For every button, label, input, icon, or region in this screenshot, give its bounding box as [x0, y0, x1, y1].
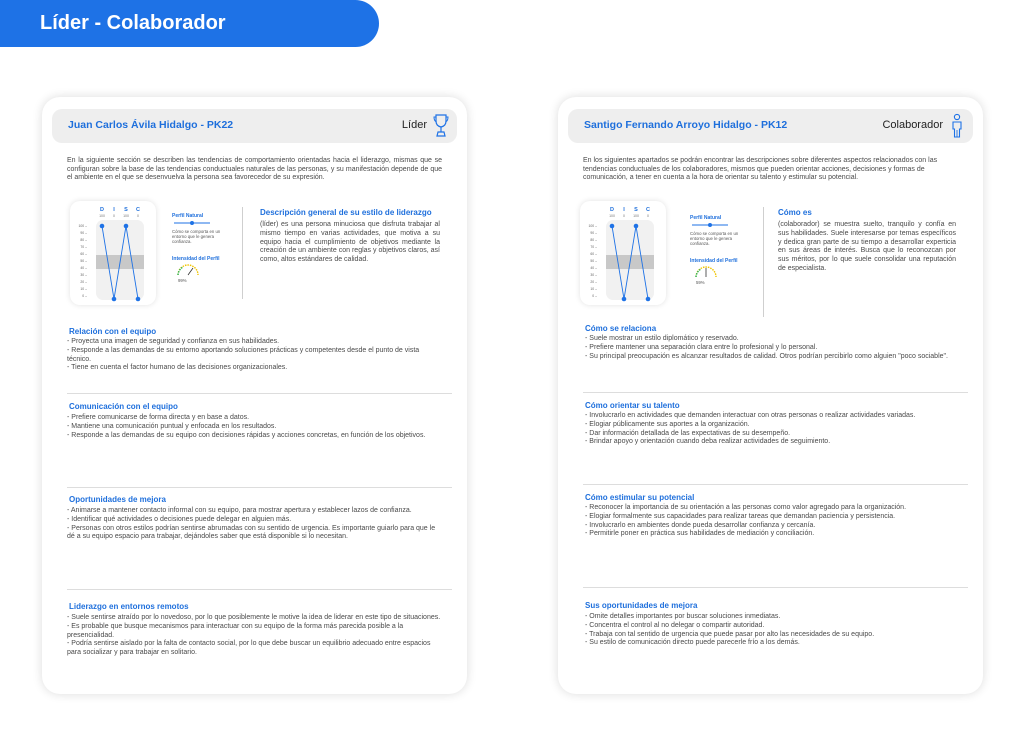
disc-value: 0 — [647, 214, 649, 218]
svg-text:100 –: 100 – — [588, 224, 597, 228]
leader-profile-legend — [172, 213, 232, 283]
list-item: - Responde a las demandas de su equipo con decisiones rápidas y acciones concretas, en función de los objetivos. — [67, 431, 426, 439]
divider — [763, 207, 764, 317]
list-item: - Brindar apoyo y orientación cuando deba realizar actividades de seguimiento. — [585, 438, 831, 446]
list-item: - Su estilo de comunicación directo puede parecerle frío a los demás. — [585, 639, 800, 647]
disc-value: 100 — [633, 214, 639, 218]
list-item: - Es probable que busque mecanismos para interactuar con su equipo de la forma más parecida posible a la presencialidad. — [67, 622, 404, 639]
svg-text:10 –: 10 – — [590, 287, 597, 291]
svg-text:90 –: 90 – — [80, 231, 87, 235]
svg-text:60 –: 60 – — [80, 252, 87, 256]
list-item: - Tiene en cuenta el factor humano de las decisiones organizacionales. — [67, 364, 288, 372]
disc-value: 100 — [123, 214, 129, 218]
collaborator-name: Santigo Fernando Arroyo Hidalgo - PK12 — [584, 119, 788, 131]
page-title: Líder - Colaborador — [40, 12, 226, 34]
svg-text:70 –: 70 – — [80, 245, 87, 249]
list-item: - Prefiere mantener una separación clara entre lo profesional y lo personal. — [585, 343, 818, 351]
svg-text:30 –: 30 – — [80, 273, 87, 277]
disc-point — [100, 224, 105, 229]
list-item: - Proyecta una imagen de seguridad y confianza en sus habilidades. — [67, 338, 280, 345]
leader-section-body — [67, 507, 442, 542]
list-item: - Elogiar públicamente sus aportes a la organización. — [585, 420, 750, 428]
list-item: - Suele mostrar un estilo diplomático y reservado. — [585, 335, 739, 342]
perfil-natural-line-icon — [690, 221, 730, 229]
gauge-icon — [692, 264, 722, 278]
collaborator-section-title: Sus oportunidades de mejora — [585, 601, 698, 610]
svg-text:80 –: 80 – — [80, 238, 87, 242]
leader-disc-panel — [70, 201, 156, 305]
collaborator-section-title: Cómo se relaciona — [585, 324, 657, 333]
perfil-natural-label: Perfil Natural — [690, 215, 722, 221]
collaborator-desc-title: Cómo es — [778, 208, 812, 217]
collaborator-disc-panel — [580, 201, 666, 305]
perfil-natural-line-icon — [172, 219, 212, 227]
list-item: - Suele sentirse atraído por lo novedoso, por lo que posiblemente le motive la idea de liderar en este tipo de situaciones. — [67, 614, 441, 621]
list-item: - Animarse a mantener contacto informal con su equipo, para mostrar apertura y establecer lazos de confianza. — [67, 507, 412, 514]
list-item: - Prefiere comunicarse de forma directa y en base a datos. — [67, 414, 250, 421]
list-item: - Podría sentirse aislado por la falta de contacto social, por lo que debe buscar un equilibrio adecuado entre espacios para socializar y para trabajar en solitario. — [67, 640, 431, 657]
leader-section-title: Relación con el equipo — [69, 327, 157, 336]
divider — [583, 392, 968, 393]
svg-text:60 –: 60 – — [590, 252, 597, 256]
intensidad-value: 99% — [178, 278, 187, 283]
collaborator-section-body — [585, 613, 965, 648]
list-item: - Involucrarlo en actividades que demanden interactuar con otras personas o realizar actividades variadas. — [585, 412, 916, 419]
collaborator-section-title: Cómo estimular su potencial — [585, 493, 695, 502]
collaborator-section-body — [585, 412, 965, 447]
collaborator-section-body — [585, 504, 965, 539]
list-item: - Reconocer la importancia de su orientación a las personas como valor agregado para la organización. — [585, 504, 907, 511]
list-item: - Identificar qué actividades o decisiones puede delegar en alguien más. — [67, 515, 292, 523]
disc-point — [124, 224, 129, 229]
leader-role-label: Líder — [401, 119, 427, 131]
disc-value: 0 — [113, 214, 115, 218]
svg-text:50 –: 50 – — [80, 259, 87, 263]
disc-value: 100 — [609, 214, 615, 218]
svg-text:40 –: 40 – — [590, 266, 597, 270]
leader-intro: En la siguiente sección se describen las tendencias de comportamiento orientadas hacia el liderazgo, mismas que se configuran sobre la base de las tendencias conductuales naturales de las personas, y su manifestación depende de que el ambiente en el que se desenvuelva la persona sea favorecedor de su expresión. — [67, 157, 442, 182]
svg-text:10 –: 10 – — [80, 287, 87, 291]
disc-point — [622, 297, 627, 302]
list-item: - Omite detalles importantes por buscar soluciones inmediatas. — [585, 613, 781, 620]
leader-desc-title: Descripción general de su estilo de liderazgo — [260, 208, 432, 217]
perfil-natural-label: Perfil Natural — [172, 213, 204, 219]
leader-card-header — [52, 109, 457, 143]
divider — [67, 487, 452, 488]
leader-section-body — [67, 414, 442, 440]
intensidad-label: Intensidad del Perfil — [690, 258, 738, 264]
svg-text:50 –: 50 – — [590, 259, 597, 263]
disc-point — [610, 224, 615, 229]
intensidad-value: 59% — [696, 280, 705, 285]
collaborator-profile-legend — [690, 215, 750, 285]
svg-text:80 –: 80 – — [590, 238, 597, 242]
collaborator-section-body — [585, 335, 965, 361]
collaborator-disc-chart — [580, 201, 666, 305]
collaborator-card-header — [568, 109, 973, 143]
leader-section-title: Oportunidades de mejora — [69, 495, 166, 504]
perfil-natural-desc: Cómo se comporta en un entorno que le genera confianza. — [172, 229, 221, 244]
leader-section-body — [67, 614, 442, 658]
disc-letter: C — [646, 207, 650, 213]
disc-letter: C — [136, 207, 140, 213]
disc-point — [634, 224, 639, 229]
list-item: - Trabaja con tal sentido de urgencia que puede pasar por alto las necesidades de su equipo. — [585, 630, 875, 638]
svg-text:0 –: 0 – — [82, 294, 87, 298]
svg-text:90 –: 90 – — [590, 231, 597, 235]
leader-name: Juan Carlos Ávila Hidalgo - PK22 — [68, 119, 234, 131]
divider — [67, 589, 452, 590]
disc-letter: S — [124, 207, 128, 213]
list-item: - Elogiar formalmente sus capacidades para realizar tareas que demandan paciencia y persistencia. — [585, 512, 896, 520]
disc-letter: S — [634, 207, 638, 213]
list-item: - Dar información detallada de las expectativas de su desempeño. — [585, 429, 791, 437]
list-item: - Mantiene una comunicación puntual y enfocada en los resultados. — [67, 422, 277, 430]
list-item: - Personas con otros estilos podrían sentirse abrumadas con su sentido de urgencia. Es importante guiarlo para que le dé a su equipo espacio para trabajar, dejándoles saber que está disponible si lo necesitan. — [67, 524, 436, 541]
leader-section-title: Liderazgo en entornos remotos — [69, 602, 189, 611]
collaborator-card — [558, 97, 983, 694]
collaborator-desc-body: (colaborador) se muestra suelto, tranquilo y confía en sus habilidades. Suele interesarse por temas específicos y dedica gran parte de su tiempo a desarrollar experticia en sus áreas de interés. Busca que lo reconozcan por sus méritos, por lo que suele consolidar una reputación de especialista. — [778, 221, 956, 272]
divider — [583, 484, 968, 485]
collaborator-section-title: Cómo orientar su talento — [585, 401, 680, 410]
disc-point — [136, 297, 141, 302]
collaborator-intro: En los siguientes apartados se podrán encontrar las descripciones sobre diferentes aspectos relacionados con las tendencias conductuales de los colaboradores, mismos que pueden orientar acciones, decisiones y formas de comunicación, a tener en cuenta a la hora de orientar su talento y estimular su potencial. — [583, 157, 938, 182]
disc-value: 100 — [99, 214, 105, 218]
divider — [583, 587, 968, 588]
disc-letter: D — [100, 207, 104, 213]
list-item: - Su principal preocupación es alcanzar resultados de calidad. Otros podrían percibirlo como alguien "poco sociable". — [585, 352, 948, 360]
disc-point — [646, 297, 651, 302]
svg-text:100 –: 100 – — [78, 224, 87, 228]
list-item: - Responde a las demandas de su entorno aportando soluciones prácticas y competentes desde el punto de vista técnico. — [67, 346, 420, 363]
page-title-banner — [0, 0, 379, 47]
svg-text:70 –: 70 – — [590, 245, 597, 249]
disc-value: 0 — [623, 214, 625, 218]
list-item: - Permitirle poner en práctica sus habilidades de mediación y conciliación. — [585, 530, 815, 538]
divider — [67, 393, 452, 394]
list-item: - Concentra el control al no delegar o compartir autoridad. — [585, 621, 765, 629]
leader-section-title: Comunicación con el equipo — [69, 402, 178, 411]
svg-text:20 –: 20 – — [590, 280, 597, 284]
divider — [242, 207, 243, 299]
disc-letter: D — [610, 207, 614, 213]
leader-disc-chart — [70, 201, 156, 305]
gauge-icon — [174, 262, 204, 276]
svg-text:30 –: 30 – — [590, 273, 597, 277]
leader-desc-body: (líder) es una persona minuciosa que disfruta trabajar al mismo tiempo en varias actividades, que motiva a su equipo hacia el cumplimiento de objetivos mediante la creación de un ambiente con reglas y objetivos claros, así como, altos estándares de calidad. — [260, 221, 440, 264]
svg-text:40 –: 40 – — [80, 266, 87, 270]
leader-card — [42, 97, 467, 694]
disc-value: 0 — [137, 214, 139, 218]
list-item: - Involucrarlo en ambientes donde pueda desarrollar confianza y cercanía. — [585, 521, 816, 529]
disc-letter: I — [623, 207, 625, 213]
perfil-natural-desc: Cómo se comporta en un entorno que le genera confianza. — [690, 231, 739, 246]
svg-text:20 –: 20 – — [80, 280, 87, 284]
leader-section-body — [67, 338, 442, 373]
svg-text:0 –: 0 – — [592, 294, 597, 298]
disc-point — [112, 297, 117, 302]
intensidad-label: Intensidad del Perfil — [172, 256, 220, 262]
collaborator-role-label: Colaborador — [882, 119, 943, 131]
disc-letter: I — [113, 207, 115, 213]
person-icon — [949, 113, 965, 139]
trophy-icon — [433, 113, 449, 139]
